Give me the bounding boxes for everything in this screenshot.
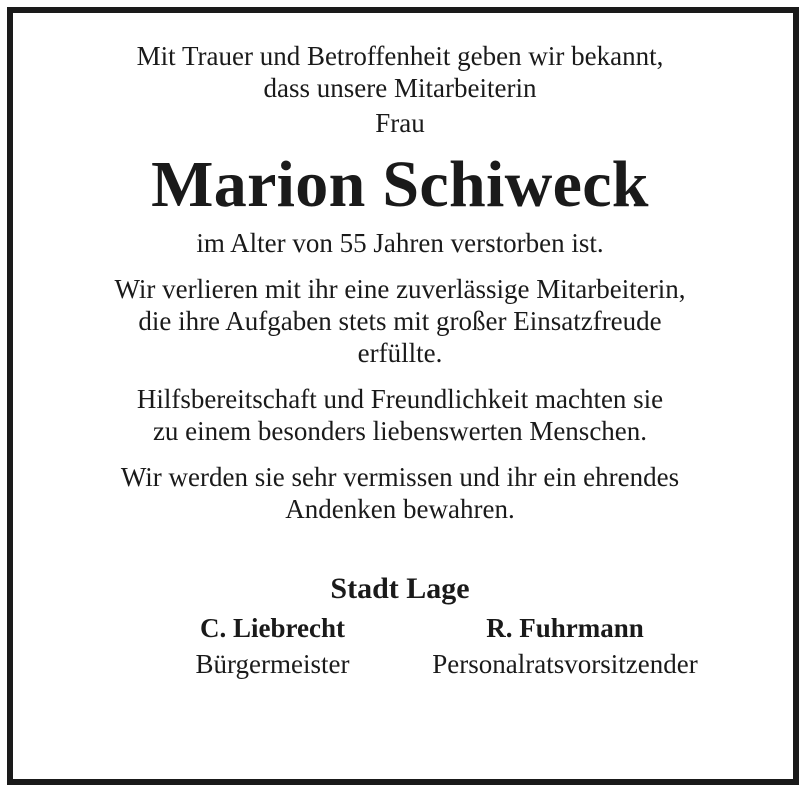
salutation: Frau [375, 108, 425, 138]
obituary-notice [13, 13, 787, 681]
intro-line: Mit Trauer und Betroffenheit geben wir bekannt, [136, 41, 664, 71]
paragraph-line: Andenken bewahren. [285, 494, 515, 524]
signers [13, 611, 787, 681]
paragraph-line: erfüllte. [357, 338, 443, 368]
signer-role: Bürgermeister [195, 649, 350, 679]
signer-name: C. Liebrecht [200, 613, 345, 643]
signer-name: R. Fuhrmann [486, 613, 644, 643]
paragraph-line: Wir werden sie sehr vermissen und ihr ein ehrendes [120, 462, 680, 492]
paragraph-colleague [13, 273, 787, 369]
paragraph-line: die ihre Aufgaben stets mit großer Einsatzfreude [138, 306, 662, 336]
age-line: im Alter von 55 Jahren verstorben ist. [196, 228, 604, 258]
paragraph-line: Hilfsbereitschaft und Freundlichkeit machten sie [136, 384, 664, 414]
intro-text [13, 40, 787, 104]
intro-line: dass unsere Mitarbeiterin [263, 73, 537, 103]
signer-role: Personalratsvorsitzender [432, 649, 698, 679]
paragraph-remembrance [13, 461, 787, 525]
paragraph-character [13, 383, 787, 447]
signer [390, 611, 740, 681]
signer [165, 611, 380, 681]
deceased-name: Marion Schiweck [151, 148, 649, 221]
paragraph-line: Wir verlieren mit ihr eine zuverlässige Mitarbeiterin, [114, 274, 686, 304]
organization-name: Stadt Lage [330, 572, 470, 605]
paragraph-line: zu einem besonders liebenswerten Menschen. [152, 416, 648, 446]
